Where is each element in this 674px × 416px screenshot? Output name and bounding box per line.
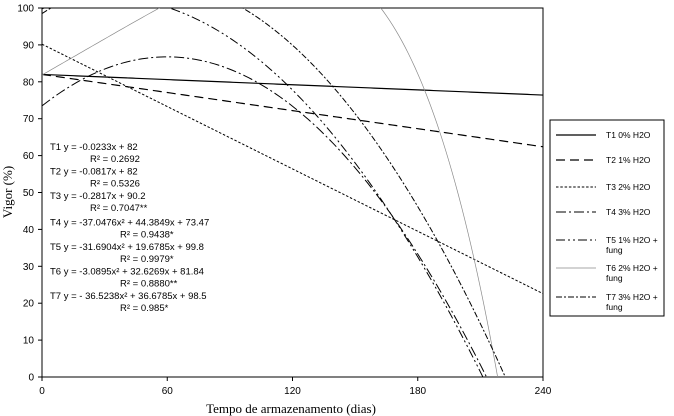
equations bbox=[50, 142, 209, 314]
equation-label-1: T1 y = -0.0233x + 82 bbox=[50, 142, 138, 153]
x-tick-label: 120 bbox=[284, 386, 301, 397]
legend-label-1: T1 0% H2O bbox=[606, 130, 651, 140]
y-tick-label: 60 bbox=[22, 151, 34, 163]
legend-label-5: fung bbox=[606, 245, 623, 255]
y-axis-title: Vigor (%) bbox=[0, 165, 15, 219]
y-tick-label: 50 bbox=[22, 188, 34, 199]
r-squared-label-7: R² = 0.985* bbox=[120, 303, 169, 314]
legend-label-3: T3 2% H2O bbox=[606, 182, 651, 192]
legend-label-6: fung bbox=[606, 273, 623, 283]
y-tick-label: 20 bbox=[22, 298, 34, 310]
x-tick-label: 60 bbox=[161, 386, 173, 397]
legend-label-5: T5 1% H2O + bbox=[606, 235, 658, 245]
x-axis-title: Tempo de armazenamento (dias) bbox=[206, 401, 376, 416]
equation-label-5: T5 y = -31.6904x² + 19.6785x + 99.8 bbox=[50, 242, 204, 253]
legend-label-7: fung bbox=[606, 302, 623, 312]
legend-label-4: T4 3% H2O bbox=[606, 207, 651, 217]
equation-label-7: T7 y = - 36.5238x² + 36.6785x + 98.5 bbox=[50, 291, 207, 302]
r-squared-label-6: R² = 0.8880** bbox=[120, 278, 178, 290]
equation-label-3: T3 y = -0.2817x + 90.2 bbox=[50, 191, 146, 202]
x-tick-label: 180 bbox=[409, 386, 427, 397]
r-squared-label-2: R² = 0.5326 bbox=[90, 178, 140, 190]
y-tick-label: 100 bbox=[17, 3, 34, 15]
legend bbox=[550, 120, 664, 316]
r-squared-label-1: R² = 0.2692 bbox=[90, 154, 140, 165]
legend-label-6: T6 2% H2O + bbox=[606, 263, 658, 273]
r-squared-label-4: R² = 0.9438* bbox=[120, 229, 174, 241]
y-tick-label: 70 bbox=[22, 114, 34, 126]
y-tick-label: 40 bbox=[22, 224, 34, 236]
r-squared-label-3: R² = 0.7047** bbox=[90, 203, 148, 214]
legend-label-7: T7 3% H2O + bbox=[606, 292, 658, 302]
x-tick-label: 0 bbox=[39, 386, 45, 397]
equation-label-6: T6 y = -3.0895x² + 32.6269x + 81.84 bbox=[50, 266, 204, 278]
y-tick-label: 90 bbox=[22, 40, 34, 52]
y-tick-label: 0 bbox=[28, 372, 34, 384]
r-squared-label-5: R² = 0.9979* bbox=[120, 254, 174, 265]
y-tick-label: 10 bbox=[22, 335, 34, 347]
legend-box bbox=[550, 120, 664, 316]
equation-label-4: T4 y = -37.0476x² + 44.3849x + 73.47 bbox=[50, 217, 210, 229]
x-tick-label: 240 bbox=[534, 386, 552, 397]
y-tick-label: 30 bbox=[22, 261, 34, 273]
equation-label-2: T2 y = -0.0817x + 82 bbox=[50, 166, 138, 178]
y-tick-label: 80 bbox=[22, 77, 34, 89]
legend-label-2: T2 1% H2O bbox=[606, 155, 651, 165]
